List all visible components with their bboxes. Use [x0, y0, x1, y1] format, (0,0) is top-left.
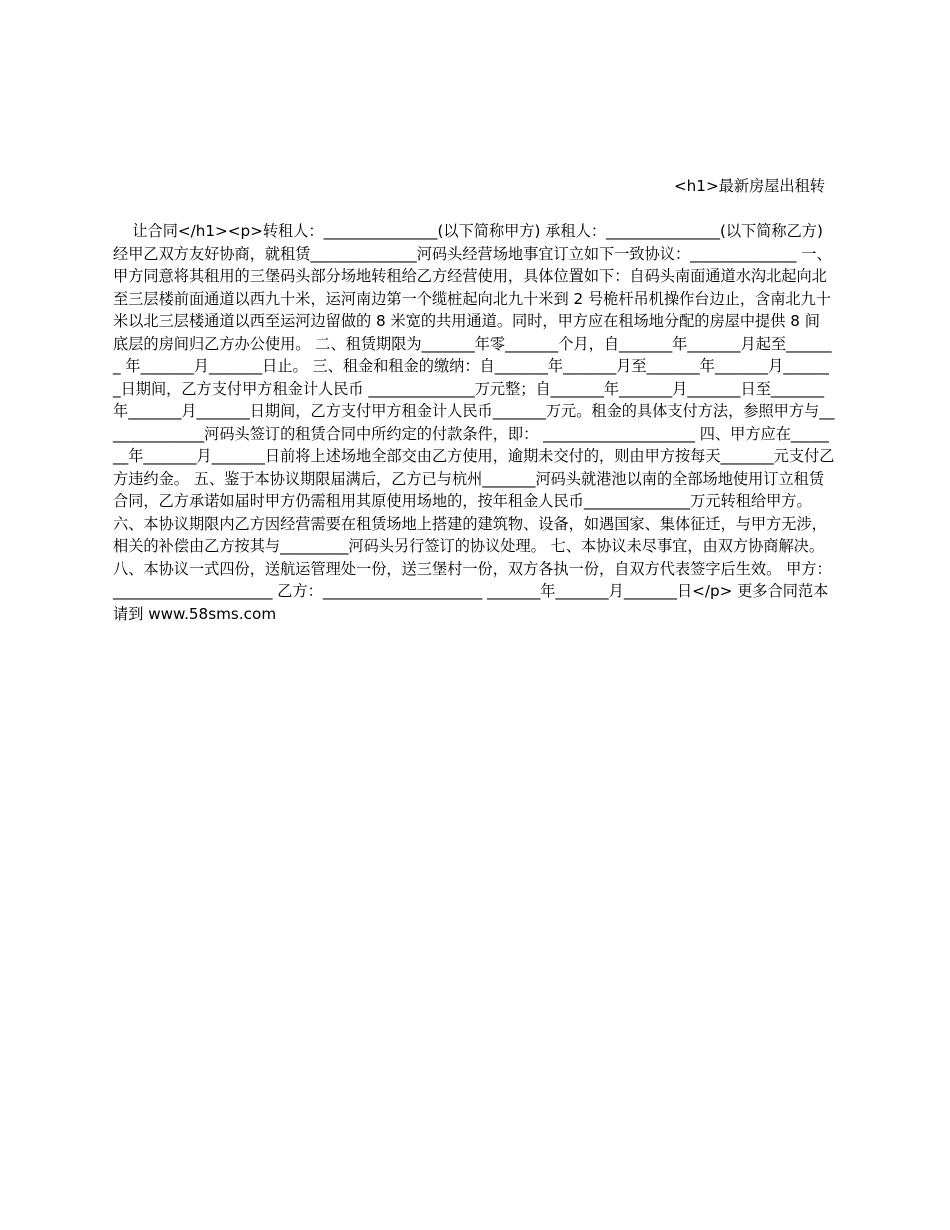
document-title-line: <h1>最新房屋出租转: [673, 177, 825, 195]
contract-body: 让合同</h1><p>转租人：_______________(以下简称甲方) 承租人：_______________(以下简称乙方) 经甲乙双方友好协商，就租赁______________河码头经营场地事宜订立如下一致协议：______________ 一、甲方同意将其租用的三堡码头部分场地转租给乙方经营使用，具体位置如下：自码头南面通道水沟北起向北至三层楼前面通道以西九十米，运河南边第一个缆桩起向北九十米到 2 号桅杆吊机操作台边止，含南北九十米以北三层楼通道以西至运河边留做的 8 米宽的共用通道。同时，甲方应在租场地分配的房屋中提供 8 间底层的房间归乙方办公使用。 二、租赁期限为_______年零_______个月，自_______年_______月起至_______ 年_______月_______日止。 三、租金和租金的缴纳：自_______年_______月至_______年_______月_______日期间，乙方支付甲方租金计人民币 ______________万元整；自_______年_______月_______日至_______年_______月_______日期间，乙方支付甲方租金计人民币_______万元。租金的具体支付方法，参照甲方与______________河码头签订的租赁合同中所约定的付款条件，即： ____________________ 四、甲方应在_______年_______月_______日前将上述场地全部交由乙方使用，逾期未交付的，则由甲方按每天_______元支付乙方违约金。 五、鉴于本协议期限届满后，乙方已与杭州_______河码头就港池以南的全部场地使用订立租赁合同，乙方承诺如届时甲方仍需租用其原使用场地的，按年租金人民币______________万元转租给甲方。 六、本协议期限内乙方因经营需要在租赁场地上搭建的建筑物、设备，如遇国家、集体征迁，与甲方无涉，相关的补偿由乙方按其与_________河码头另行签订的协议处理。 七、本协议未尽事宜，由双方协商解决。 八、本协议一式四份，送航运管理处一份，送三堡村一份，双方各执一份，自双方代表签字后生效。 甲方：_____________________ 乙方：_____________________ _______年_______月_______日</p> 更多合同范本请到 www.58sms.com: [113, 222, 835, 623]
contract-text: [113, 130, 835, 648]
